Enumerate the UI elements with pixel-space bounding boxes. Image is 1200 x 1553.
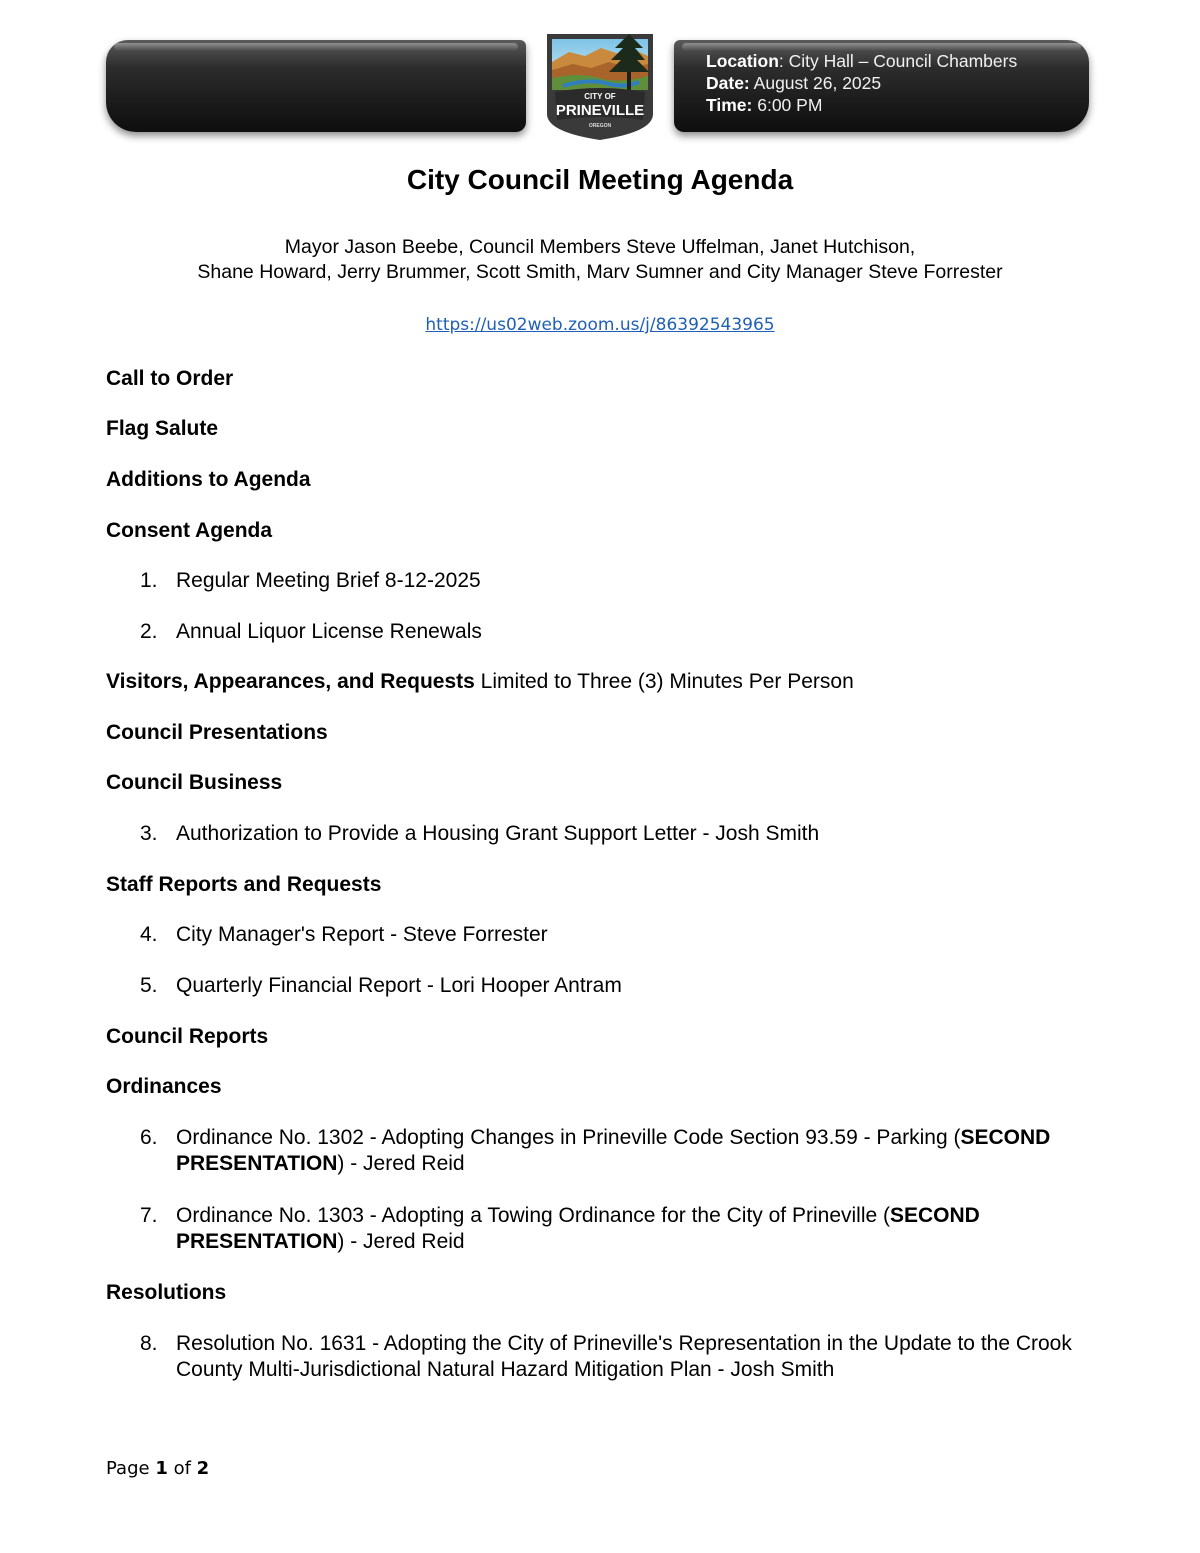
item-number: 7. [140, 1204, 158, 1227]
location-label: Location [706, 51, 779, 71]
meeting-info [706, 50, 1076, 116]
date-label: Date: [706, 73, 750, 93]
meeting-time [706, 94, 1076, 116]
section-flag-salute: Flag Salute [106, 417, 219, 440]
item-text-start: Ordinance No. 1302 - Adopting Changes in Prineville Code Section 93.59 - Parking ( [176, 1126, 961, 1149]
item-number: 3. [140, 822, 158, 845]
page-total: 2 [196, 1458, 210, 1479]
section-business: Council Business [106, 771, 283, 794]
attendees [0, 235, 1200, 285]
section-visitors [106, 669, 854, 695]
logo-line2: PRINEVILLE [555, 102, 645, 119]
header-bar-left [106, 40, 526, 132]
attendees-line1: Mayor Jason Beebe, Council Members Steve Uffelman, Janet Hutchison, [284, 236, 916, 258]
agenda-item-4 [140, 922, 1095, 948]
section-call-to-order: Call to Order [106, 367, 234, 390]
header-banner [0, 0, 1200, 150]
agenda-item-3 [140, 821, 1095, 847]
agenda-item-6 [140, 1125, 1095, 1177]
item-text: Authorization to Provide a Housing Grant Support Letter - Josh Smith [176, 822, 820, 845]
time-value: 6:00 PM [752, 95, 823, 115]
item-text: Regular Meeting Brief 8-12-2025 [176, 569, 481, 592]
date-value: August 26, 2025 [749, 73, 882, 93]
item-text: Annual Liquor License Renewals [176, 620, 482, 643]
city-logo [539, 28, 661, 142]
item-text: Quarterly Financial Report - Lori Hooper Antram [176, 974, 622, 997]
item-text-bold: SECOND PRESENTATION [176, 1126, 1051, 1175]
zoom-link-row [0, 313, 1200, 337]
section-presentations: Council Presentations [106, 721, 328, 744]
logo-line3: OREGON [588, 123, 612, 129]
item-number: 2. [140, 620, 158, 643]
visitors-heading: Visitors, Appearances, and Requests [106, 670, 475, 693]
item-text-start: Ordinance No. 1303 - Adopting a Towing Ordinance for the City of Prineville ( [176, 1204, 890, 1227]
time-label: Time: [706, 95, 753, 115]
agenda-item-1 [140, 568, 1095, 594]
logo-line1: CITY OF [584, 92, 616, 101]
agenda-item-8 [140, 1331, 1095, 1383]
item-text: Resolution No. 1631 - Adopting the City of Prineville's Representation in the Update to the Crook County Multi-Jurisdictional Natural Hazard Mitigation Plan - Josh Smith [176, 1332, 1072, 1381]
location-value: : City Hall – Council Chambers [778, 51, 1018, 71]
section-additions: Additions to Agenda [106, 468, 311, 491]
visitors-note: Limited to Three (3) Minutes Per Person [474, 670, 854, 693]
section-ordinances: Ordinances [106, 1075, 222, 1098]
item-text [176, 1203, 1095, 1255]
item-text-end: ) - Jered Reid [337, 1230, 465, 1253]
attendees-line2: Shane Howard, Jerry Brummer, Scott Smith, Marv Sumner and City Manager Steve Forrester [197, 261, 1003, 283]
item-number: 1. [140, 569, 158, 592]
section-staff-reports: Staff Reports and Requests [106, 873, 382, 896]
page-word: Page [106, 1458, 156, 1479]
item-number: 5. [140, 974, 158, 997]
item-text: City Manager's Report - Steve Forrester [176, 923, 548, 946]
section-resolutions: Resolutions [106, 1281, 227, 1304]
item-text [176, 1125, 1095, 1177]
page-title: City Council Meeting Agenda [406, 164, 794, 195]
section-consent: Consent Agenda [106, 519, 273, 542]
agenda-item-2 [140, 619, 1095, 645]
item-number: 6. [140, 1126, 158, 1149]
item-number: 4. [140, 923, 158, 946]
item-text-end: ) - Jered Reid [337, 1152, 465, 1175]
agenda-item-7 [140, 1203, 1095, 1255]
page-footer [106, 1457, 209, 1481]
meeting-date [706, 72, 1076, 94]
page-of-word: of [167, 1458, 197, 1479]
zoom-link[interactable]: https://us02web.zoom.us/j/86392543965 [425, 315, 775, 335]
page-current: 1 [155, 1458, 168, 1479]
meeting-location [706, 50, 1076, 72]
section-council-reports: Council Reports [106, 1025, 269, 1048]
item-text-bold: SECOND PRESENTATION [176, 1204, 980, 1253]
item-number: 8. [140, 1332, 158, 1355]
agenda-item-5 [140, 973, 1095, 999]
